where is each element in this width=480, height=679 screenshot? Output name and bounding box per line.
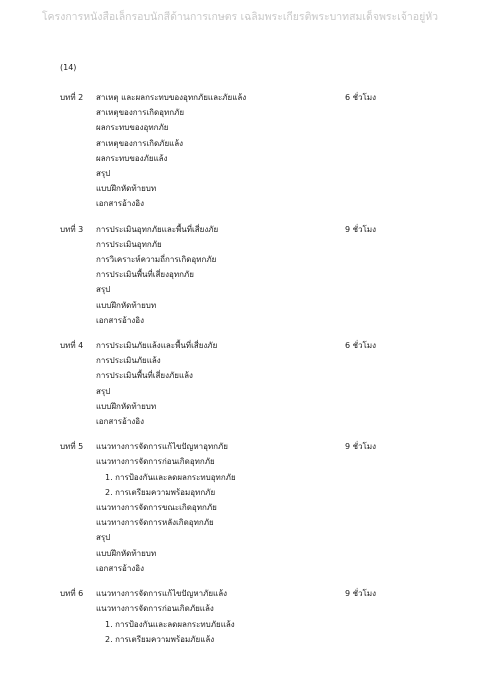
chapter-topics [96,222,440,328]
topic-line: แนวทางการจัดการแก้ไขปัญหาภัยแล้ง [96,589,228,599]
chapter-topics [96,90,440,212]
subtopic-line: 1. การป้องกันและลดผลกระทบอุทกภัย [105,472,236,482]
topic-line: สาเหตุของการเกิดภัยแล้ง [96,138,184,148]
topic-line: สาเหตุของการเกิดอุทกภัย [96,108,185,118]
chapter-hours: 9 ชั่วโมง [345,224,377,234]
chapter-label: บทที่ 2 [60,93,84,102]
topic-line: การวิเคราะห์ความถี่การเกิดอุทกภัย [96,255,217,265]
topic-line: สรุป [96,169,111,179]
topic-line: การประเมินพื้นที่เสี่ยงอุทกภัย [96,270,194,280]
chapter-block [60,439,440,576]
topic-line: ผลกระทบของอุทกภัย [96,123,169,133]
chapter-block [60,90,440,212]
topic-line: การประเมินพื้นที่เสี่ยงภัยแล้ง [96,371,193,381]
chapter-label: บทที่ 5 [60,442,84,452]
topic-line: สรุป [96,533,111,543]
topic-line: แนวทางการจัดการหลังเกิดอุทกภัย [96,518,214,528]
topic-line: เอกสารอ้างอิง [96,417,144,427]
chapter-hours: 6 ชั่วโมง [345,93,377,102]
topic-line: การประเมินภัยแล้งและพื้นที่เสี่ยงภัย [96,341,218,351]
page-number: (14) [60,63,77,72]
topic-line: เอกสารอ้างอิง [96,563,144,573]
chapter-block [60,586,440,647]
chapter-topics [96,586,440,647]
chapter-block [60,338,440,429]
subtopic-line: 2. การเตรียมความพร้อมภัยแล้ง [105,634,215,644]
chapter-hours: 9 ชั่วโมง [345,442,377,452]
chapter-block [60,222,440,328]
topic-line: แนวทางการจัดการแก้ไขปัญหาอุทกภัย [96,442,228,452]
topic-line: การประเมินอุทกภัย [96,239,162,249]
topic-line: แบบฝึกหัดท้ายบท [96,548,157,558]
chapter-hours: 9 ชั่วโมง [345,589,377,599]
topic-line: แบบฝึกหัดท้ายบท [96,401,157,411]
subtopic-line: 2. การเตรียมความพร้อมอุทกภัย [105,487,216,497]
page-header: โครงการหนังสือเล็กรอบนักสีด้านการเกษตร เฉลิมพระเกียรติพระบาทสมเด็จพระเจ้าอยู่หัว [41,11,439,23]
chapter-label: บทที่ 6 [60,589,84,599]
chapter-topics [96,439,440,576]
topic-line: แนวทางการจัดการขณะเกิดอุทกภัย [96,503,217,513]
chapter-list [60,90,440,657]
topic-line: สาเหตุ และผลกระทบของอุทกภัยและภัยแล้ง [96,93,247,102]
chapter-topics [96,338,440,429]
topic-line: การประเมินอุทกภัยและพื้นที่เสี่ยงภัย [96,224,219,234]
topic-line: แบบฝึกหัดท้ายบท [96,184,157,194]
topic-line: การประเมินภัยแล้ง [96,356,161,366]
topic-line: แนวทางการจัดการก่อนเกิดอุทกภัย [96,457,215,467]
chapter-hours: 6 ชั่วโมง [345,341,377,351]
chapter-label: บทที่ 4 [60,341,84,351]
topic-line: เอกสารอ้างอิง [96,199,144,209]
chapter-label: บทที่ 3 [60,224,84,234]
topic-line: สรุป [96,386,111,396]
topic-line: เอกสารอ้างอิง [96,315,144,325]
topic-line: แบบฝึกหัดท้ายบท [96,300,157,310]
topic-line: ผลกระทบของภัยแล้ง [96,153,168,163]
topic-line: แนวทางการจัดการก่อนเกิดภัยแล้ง [96,604,214,614]
subtopic-line: 1. การป้องกันและลดผลกระทบภัยแล้ง [105,619,235,629]
topic-line: สรุป [96,285,111,295]
